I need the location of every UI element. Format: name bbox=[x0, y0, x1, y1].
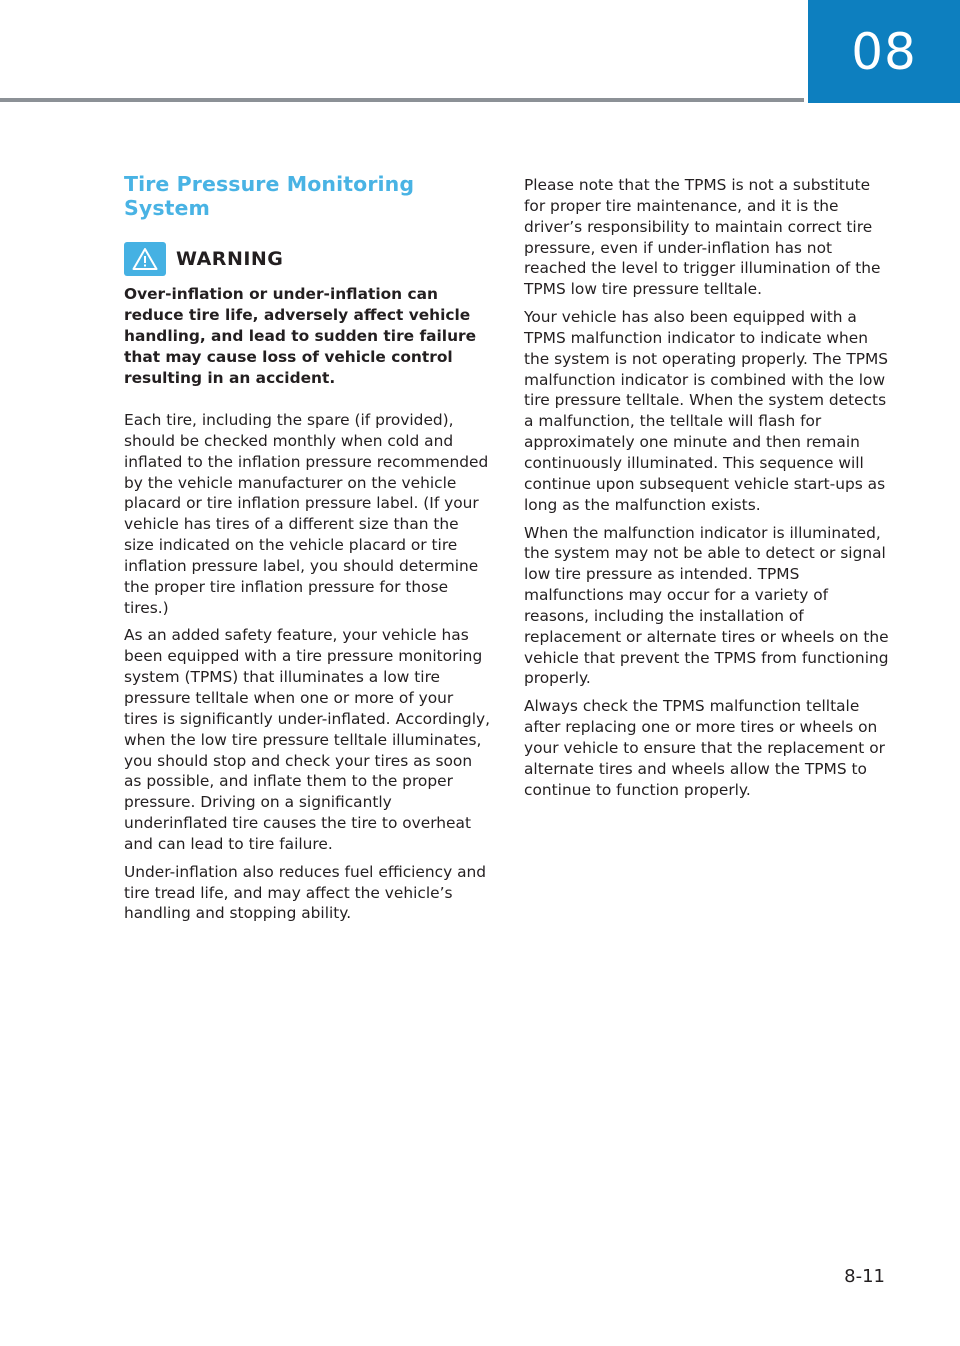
paragraph: When the malfunction indicator is illuminated, the system may not be able to detect or signal low tire pressure as intended. TPMS malfunctions may occur for a variety of reasons, including the installation of replacement or alternate tires or wheels on the vehicle that prevent the TPMS from functioning properly. bbox=[524, 523, 889, 688]
page-number: 8-11 bbox=[844, 1266, 885, 1287]
warning-triangle-icon bbox=[132, 247, 158, 271]
warning-label: WARNING bbox=[176, 248, 284, 270]
paragraph: Please note that the TPMS is not a substitute for proper tire maintenance, and it is the driver’s responsibility to maintain correct tire pressure, even if under-inflation has not reached the level to trigger illumination of the TPMS low tire pressure telltale. bbox=[524, 176, 881, 299]
paragraph: Your vehicle has also been equipped with a TPMS malfunction indicator to indicate when the system is not operating properly. The TPMS malfunction indicator is combined with the low tire pressure telltale. When the system detects a malfunction, the telltale will flash for approximately one minute and then remain continuously illuminated. This sequence will continue upon subsequent vehicle start-ups as long as the malfunction exists. bbox=[524, 308, 889, 514]
paragraph: Always check the TPMS malfunction telltale after replacing one or more tires or wheels on your vehicle to ensure that the replacement or alternate tires and wheels allow the TPMS to continue to function properly. bbox=[524, 697, 885, 799]
warning-header bbox=[124, 242, 490, 276]
left-column bbox=[124, 172, 490, 931]
paragraph: Each tire, including the spare (if provided), should be checked monthly when cold and inflated to the inflation pressure recommended by the vehicle manufacturer on the vehicle placard or tire inflation pressure label. (If your vehicle has tires of a different size than the size indicated on the vehicle placard or tire inflation pressure label, you should determine the proper tire inflation pressure for those tires.) bbox=[124, 411, 489, 617]
warning-badge bbox=[124, 242, 166, 276]
section-title: Tire Pressure Monitoring System bbox=[124, 172, 415, 220]
paragraph: Under-inflation also reduces fuel efficiency and tire tread life, and may affect the vehicle’s handling and stopping ability. bbox=[124, 862, 487, 923]
paragraph: As an added safety feature, your vehicle has been equipped with a tire pressure monitoring system (TPMS) that illuminates a low tire pressure telltale when one or more of your tires is significantly under-inflated. Accordingly, when the low tire pressure telltale illuminates, you should stop and check your tires as soon as possible, and inflate them to the proper pressure. Driving on a significantly underinflated tire causes the tire to overheat and can lead to tire failure. bbox=[124, 626, 490, 853]
chapter-tab bbox=[808, 0, 960, 103]
warning-text: Over-inflation or under-inflation can reduce tire life, adversely affect vehicle handling, and lead to sudden tire failure that may cause loss of vehicle control resulting in an accident. bbox=[124, 285, 477, 387]
right-column bbox=[524, 175, 890, 807]
chapter-number: 08 bbox=[851, 22, 917, 81]
header-rule bbox=[0, 98, 804, 102]
